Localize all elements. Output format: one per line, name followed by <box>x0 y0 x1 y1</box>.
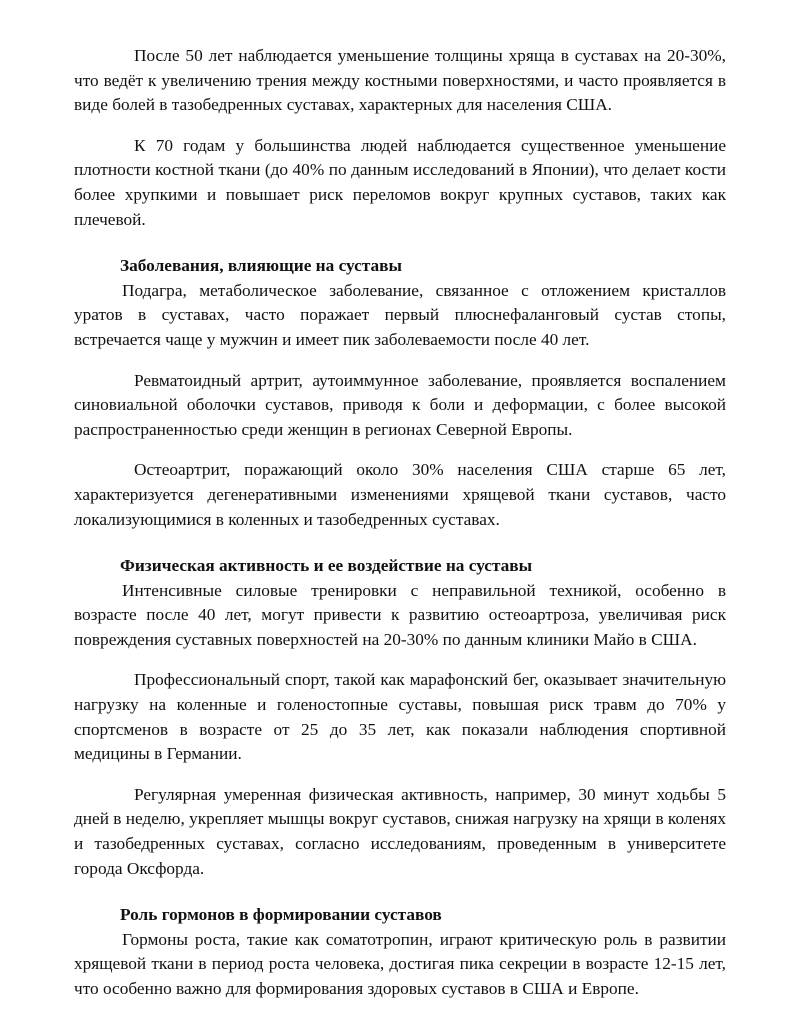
document-body <box>74 44 726 1018</box>
section-heading: Физическая активность и ее воздействие на суставы <box>120 556 533 576</box>
paragraph: Подагра, метаболическое заболевание, связанное с отложением кристаллов уратов в суставах, часто поражает первый плюснефаланговый сустав стопы, встречается чаще у мужчин и имеет пик заболеваемости после 40 лет. <box>74 280 726 349</box>
paragraph: Профессиональный спорт, такой как марафонский бег, оказывает значительную нагрузку на коленные и голеностопные суставы, повышая риск травм до 70% у спортсменов в возрасте от 25 до 35 лет, как показали наблюдения спортивной медицины в Германии. <box>74 670 726 764</box>
paragraph: Регулярная умеренная физическая активность, например, 30 минут ходьбы 5 дней в неделю, укрепляет мышцы вокруг суставов, снижая нагрузку на хрящи в коленях и тазобедренных суставах, согласно исследованиям, проведенным в университете города Оксфорда. <box>74 784 726 878</box>
section-heading: Заболевания, влияющие на суставы <box>120 256 402 276</box>
paragraph: Гормоны роста, такие как соматотропин, играют критическую роль в развитии хрящевой ткани в период роста человека, достигая пика секреции в возрасте 12-15 лет, что особенно важно для формирования здоровых суставов в США и Европе. <box>74 929 726 998</box>
paragraph: Остеоартрит, поражающий около 30% населения США старше 65 лет, характеризуется дегенеративными изменениями хрящевой ткани суставов, часто локализующимися в коленных и тазобедренных суставах. <box>74 460 726 529</box>
paragraph: К 70 годам у большинства людей наблюдается существенное уменьшение плотности костной ткани (до 40% по данным исследований в Японии), что делает кости более хрупкими и повышает риск переломов вокруг крупных суставов, таких как плечевой. <box>74 135 726 229</box>
paragraph: После 50 лет наблюдается уменьшение толщины хряща в суставах на 20-30%, что ведёт к увеличению трения между костными поверхностями, и часто проявляется в виде болей в тазобедренных суставах, характерных для населения США. <box>74 46 726 115</box>
paragraph: Ревматоидный артрит, аутоиммунное заболевание, проявляется воспалением синовиальной оболочки суставов, приводя к боли и деформации, с более высокой распространенностью среди женщин в регионах Северной Европы. <box>74 370 726 439</box>
paragraph: Интенсивные силовые тренировки с неправильной техникой, особенно в возрасте после 40 лет, могут привести к развитию остеоартроза, увеличивая риск повреждения суставных поверхностей на 20-30% по данным клиники Майо в США. <box>74 580 726 649</box>
section-heading: Роль гормонов в формировании суставов <box>120 905 442 925</box>
